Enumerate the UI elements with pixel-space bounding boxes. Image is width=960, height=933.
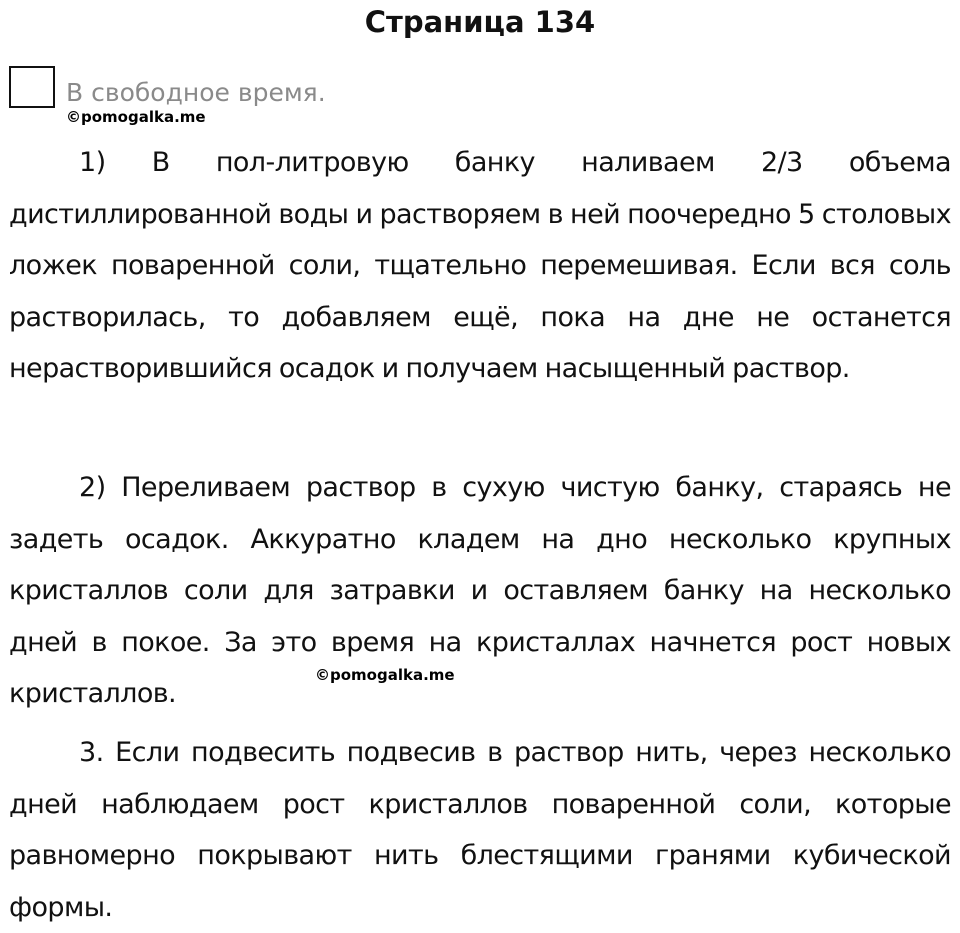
watermark-middle: ©pomogalka.me — [315, 666, 455, 684]
watermark-top: ©pomogalka.me — [66, 108, 206, 126]
task-checkbox[interactable] — [9, 66, 55, 108]
paragraph-step-2: 2) Переливаем раствор в сухую чистую банку, стараясь не задеть осадок. Аккуратно кладем на дно несколько крупных кристаллов соли для затравки и оставляем банку на несколько дней в покое. За это время на кристаллах начнется рост новых кристаллов. — [9, 472, 951, 709]
paragraph-step-1: 1) В пол-литровую банку наливаем 2/3 объема дистиллированной воды и растворяем в ней поочередно 5 столовых ложек поваренной соли, тщательно перемешивая. Если вся соль растворилась, то добавляем ещё, пока на дне не останется нерастворившийся осадок и получаем насыщенный раствор. — [9, 147, 951, 384]
page-title: Страница 134 — [364, 5, 596, 39]
paragraph-step-3: 3. Если подвесить подвесив в раствор нить, через несколько дней наблюдаем рост кристаллов поваренной соли, которые равномерно покрывают нить блестящими гранями кубической формы. — [9, 737, 951, 923]
task-caption: В свободное время. — [66, 78, 326, 107]
